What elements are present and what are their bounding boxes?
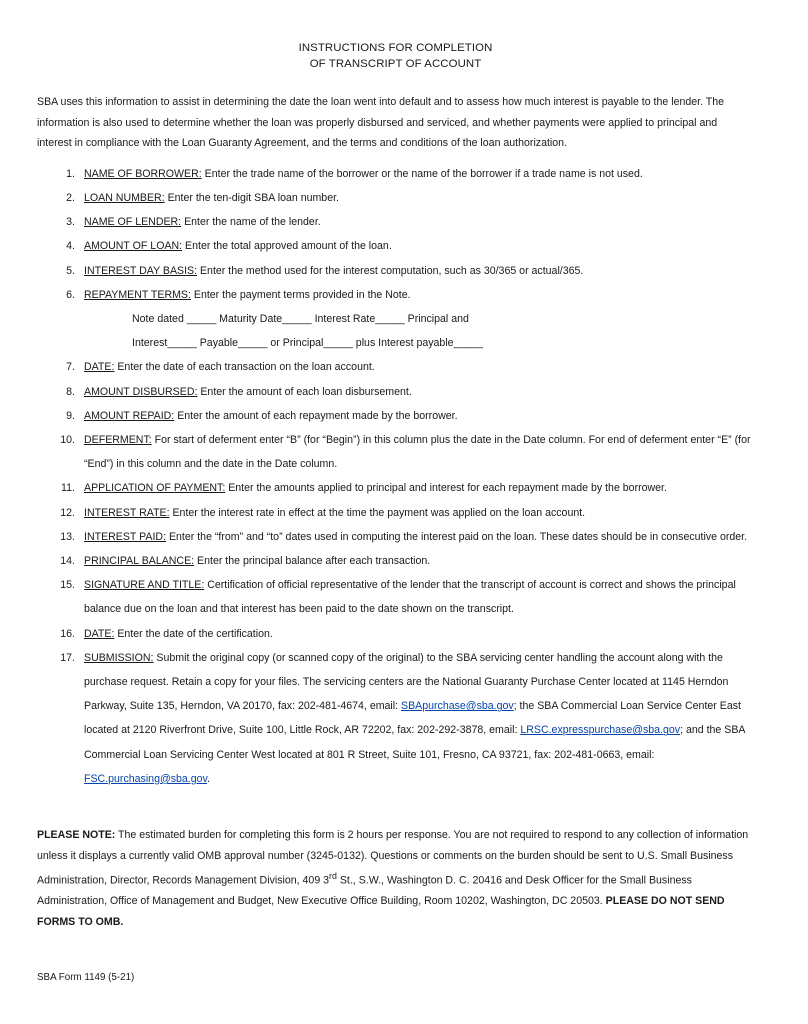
instruction-item [37, 186, 754, 210]
burden-note [37, 825, 754, 933]
item-number: 12. [60, 506, 75, 519]
item-text: Enter the principal balance after each transaction. [194, 555, 431, 568]
item-text: Enter the ten-digit SBA loan number. [164, 191, 339, 204]
item-heading: AMOUNT OF LOAN: [84, 240, 183, 253]
item-number: 9. [66, 409, 75, 422]
instruction-item [37, 404, 754, 428]
item-number: 15. [60, 579, 75, 592]
item-heading: INTEREST RATE: [84, 506, 170, 519]
instruction-item [37, 380, 754, 404]
email-link-sbapurchase[interactable]: SBApurchase@sba.gov [401, 700, 514, 713]
instruction-item [37, 162, 754, 186]
item-text: Enter the “from” and “to” dates used in computing the interest paid on the loan. These dates should be in consecutive order. [166, 530, 748, 543]
item-text: Enter the total approved amount of the loan. [182, 240, 392, 253]
item-number: 17. [60, 651, 75, 664]
item-number: 8. [66, 385, 75, 398]
item-text: Certification of official representative of the lender that the transcript of account is correct and shows the principal balance due on the loan and that interest has been paid to the date shown on the transcript. [84, 579, 736, 616]
instruction-item [37, 501, 754, 525]
item-number: 6. [66, 288, 75, 301]
instruction-item [37, 210, 754, 234]
instruction-item [37, 259, 754, 283]
title-line-2: OF TRANSCRIPT OF ACCOUNT [309, 57, 482, 70]
instruction-item [37, 428, 754, 476]
item-text: Enter the amounts applied to principal and interest for each repayment made by the borrower. [225, 482, 667, 495]
instruction-item [37, 525, 754, 549]
item-heading: APPLICATION OF PAYMENT: [84, 482, 226, 495]
item-text: Enter the amount of each repayment made by the borrower. [174, 409, 458, 422]
item-text: Enter the trade name of the borrower or the name of the borrower if a trade name is not used. [201, 167, 643, 180]
item-heading: SUBMISSION: [84, 651, 154, 664]
item-text: Enter the date of the certification. [114, 627, 273, 640]
item-number: 1. [66, 167, 75, 180]
instruction-item [37, 476, 754, 500]
item-text: Submit the original copy (or scanned copy of the original) to the SBA servicing center handling the account along with the purchase request. Retain a copy for your files. The servicing centers are the National Guaranty Purchase Center located at 1145 Herndon Parkway, Suite 135, Herndon, VA 20170, fax: 202-481-4674, email: [84, 651, 729, 713]
email-link-fsc[interactable]: FSC.purchasing@sba.gov [84, 772, 208, 785]
instruction-item [37, 355, 754, 379]
item-number: 14. [60, 555, 75, 568]
item-heading: DATE: [84, 627, 115, 640]
item-number: 5. [66, 264, 75, 277]
note-bold-end: PLEASE DO NOT SEND FORMS TO OMB. [37, 895, 725, 928]
item-heading: SIGNATURE AND TITLE: [84, 579, 205, 592]
item-text: For start of deferment enter “B” (for “Begin”) in this column plus the date in the Date column. For end of deferment enter “E” (for “End”) in this column and the date in the Date column. [84, 434, 751, 471]
item-text: Enter the amount of each loan disbursement. [197, 385, 412, 398]
item-heading: DEFERMENT: [84, 434, 152, 447]
item-heading: REPAYMENT TERMS: [84, 288, 191, 301]
repayment-terms-line-2: Interest_____ Payable_____ or Principal_____ plus Interest payable_____ [132, 337, 484, 350]
item-text: Enter the payment terms provided in the Note. [190, 288, 411, 301]
instruction-item [37, 549, 754, 573]
item-text: ; and the SBA Commercial Loan Servicing Center West located at 801 R Street, Suite 101, Fresno, CA 93721, fax: 202-481-0663, email: [84, 724, 745, 761]
instruction-item [37, 573, 754, 621]
item-number: 7. [66, 361, 75, 374]
item-heading: AMOUNT DISBURSED: [84, 385, 198, 398]
item-number: 10. [60, 434, 75, 447]
item-text: Enter the interest rate in effect at the time the payment was applied on the loan account. [169, 506, 586, 519]
title-line-1: INSTRUCTIONS FOR COMPLETION [298, 42, 493, 54]
form-number: SBA Form 1149 (5-21) [37, 972, 135, 983]
item-number: 4. [66, 240, 75, 253]
item-number: 3. [66, 216, 75, 229]
item-text: Enter the date of each transaction on the loan account. [114, 361, 375, 374]
email-link-lrsc[interactable]: LRSC.expresspurchase@sba.gov [520, 724, 681, 737]
document-title [37, 41, 754, 72]
item-text: Enter the method used for the interest computation, such as 30/365 or actual/365. [197, 264, 584, 277]
instruction-item [37, 283, 754, 307]
item-text: . [207, 772, 210, 785]
instruction-list [37, 162, 754, 791]
instruction-item [37, 622, 754, 646]
item-heading: INTEREST PAID: [84, 530, 167, 543]
item-heading: INTEREST DAY BASIS: [84, 264, 198, 277]
item-heading: NAME OF LENDER: [84, 216, 182, 229]
note-superscript: rd [329, 871, 337, 882]
item-heading: NAME OF BORROWER: [84, 167, 202, 180]
item-heading: PRINCIPAL BALANCE: [84, 555, 195, 568]
item-number: 16. [60, 627, 75, 640]
note-label: PLEASE NOTE: [37, 829, 116, 842]
item-number: 13. [60, 530, 75, 543]
item-number: 2. [66, 191, 75, 204]
item-heading: AMOUNT REPAID: [84, 409, 175, 422]
instruction-item [37, 234, 754, 258]
note-text: The estimated burden for completing this form is 2 hours per response. You are not required to respond to any collection of information unless it displays a currently valid OMB approval number (3245-0132). Questions or comments on the burden should be sent to U.S. Small Business Administration, Director, Records Management Division, 409 3 [37, 829, 749, 887]
item-heading: DATE: [84, 361, 115, 374]
intro-paragraph: SBA uses this information to assist in determining the date the loan went into default and to assess how much interest is payable to the lender. The information is also used to determine whether the loan was properly disbursed and serviced, and whether payments were applied to principal and interest in compliance with the Loan Guaranty Agreement, and the terms and conditions of the loan authorization. [37, 96, 725, 150]
item-text: Enter the name of the lender. [181, 216, 321, 229]
item-number: 11. [61, 482, 75, 495]
item-text: ; the SBA Commercial Loan Service Center East located at 2120 Riverfront Drive, Suite 100, Little Rock, AR 72202, fax: 202-292-3878, email: [84, 700, 741, 737]
note-text: St., S.W., Washington D. C. 20416 and Desk Officer for the Small Business Administration, Office of Management and Budget, New Executive Office Building, Room 10202, Washington, DC 20503. [37, 874, 692, 908]
item-heading: LOAN NUMBER: [84, 191, 165, 204]
repayment-terms-line-1: Note dated _____ Maturity Date_____ Interest Rate_____ Principal and [132, 313, 469, 325]
instruction-item-submission [37, 646, 754, 791]
